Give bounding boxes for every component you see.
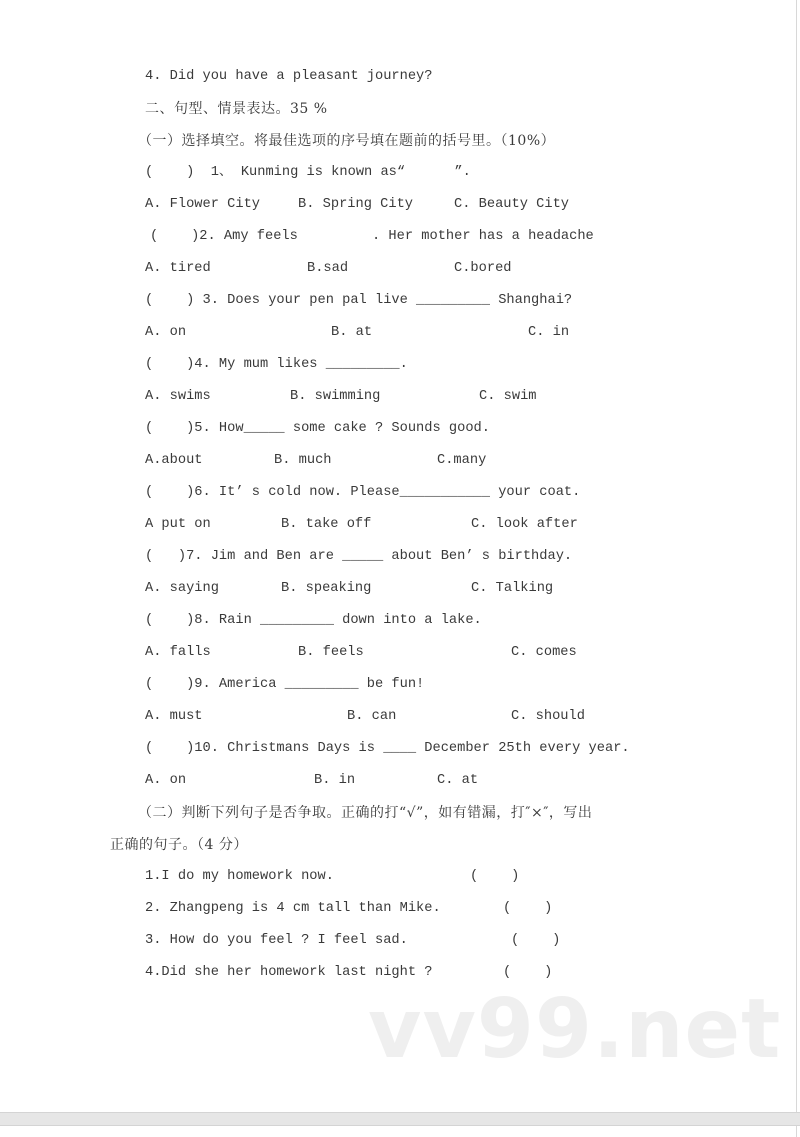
option-text: C. in xyxy=(528,325,570,340)
line-text: ( )7. Jim and Ben are _____ about Ben’ s birthday. xyxy=(145,549,573,564)
option-text: B. much xyxy=(274,453,332,468)
question-text: ( )2. Amy feels xyxy=(150,229,298,244)
option-text: B. take off xyxy=(281,517,372,532)
option-text: C. comes xyxy=(511,645,577,660)
watermark: vv99.net xyxy=(368,982,782,1077)
option-text: B. can xyxy=(347,709,397,724)
option-text: ( ) xyxy=(503,965,553,980)
option-text: A put on xyxy=(145,517,211,532)
line-text: ( ) 3. Does your pen pal live _________ Shanghai? xyxy=(145,293,573,308)
option-text: B. at xyxy=(331,325,373,340)
option-text: C. should xyxy=(511,709,585,724)
option-text: A. must xyxy=(145,709,203,724)
option-text: A. tired xyxy=(145,261,211,276)
option-text: B. Spring City xyxy=(298,197,413,212)
option-text: 2. Zhangpeng is 4 cm tall than Mike. xyxy=(145,901,441,916)
option-text: ( ) xyxy=(511,933,561,948)
option-text: 4.Did she her homework last night ? xyxy=(145,965,433,980)
line-text: （二）判断下列句子是否争取。正确的打“√”，如有错漏，打″×″，写出 xyxy=(138,805,593,821)
option-text: C. at xyxy=(437,773,479,788)
option-text: C. look after xyxy=(471,517,578,532)
line-text: ( )9. America _________ be fun! xyxy=(145,677,425,692)
option-text: ( ) xyxy=(503,901,553,916)
line-text: ( )10. Christmans Days is ____ December 25th every year. xyxy=(145,741,630,756)
option-text: B. in xyxy=(314,773,356,788)
option-text: B. swimming xyxy=(290,389,381,404)
option-text: C.many xyxy=(437,453,487,468)
line-text: ( )5. How_____ some cake ? Sounds good. xyxy=(145,421,490,436)
option-text: B. feels xyxy=(298,645,364,660)
option-text: 1.I do my homework now. xyxy=(145,869,334,884)
line-text: 二、句型、情景表达。35 % xyxy=(145,101,328,117)
option-text: B. speaking xyxy=(281,581,372,596)
line-text: ( )8. Rain _________ down into a lake. xyxy=(145,613,482,628)
line-text: ( )4. My mum likes _________. xyxy=(145,357,408,372)
option-text: ( ) xyxy=(470,869,520,884)
line-text: ( )6. It’ s cold now. Please___________ your coat. xyxy=(145,485,581,500)
option-text: A. Flower City xyxy=(145,197,260,212)
line-text: 4. Did you have a pleasant journey? xyxy=(145,69,433,84)
option-text: A. on xyxy=(145,325,187,340)
option-text: 3. How do you feel ? I feel sad. xyxy=(145,933,408,948)
option-text: C. swim xyxy=(479,389,537,404)
option-text: A.about xyxy=(145,453,203,468)
page-separator xyxy=(0,1112,800,1126)
option-text: C. Beauty City xyxy=(454,197,569,212)
option-text: . Her mother has a headache xyxy=(372,229,594,244)
option-text: A. falls xyxy=(145,645,211,660)
line-text: （一）选择填空。将最佳选项的序号填在题前的括号里。（10%） xyxy=(138,133,556,149)
option-text: B.sad xyxy=(307,261,349,276)
option-text: C. Talking xyxy=(471,581,554,596)
option-text: A. saying xyxy=(145,581,219,596)
page-border xyxy=(796,0,797,1137)
line-text: 正确的句子。（4 分） xyxy=(110,837,248,853)
option-text: A. swims xyxy=(145,389,211,404)
line-text: ( ) 1、 Kunming is known as“ ”. xyxy=(145,165,471,180)
option-text: C.bored xyxy=(454,261,512,276)
option-text: A. on xyxy=(145,773,187,788)
